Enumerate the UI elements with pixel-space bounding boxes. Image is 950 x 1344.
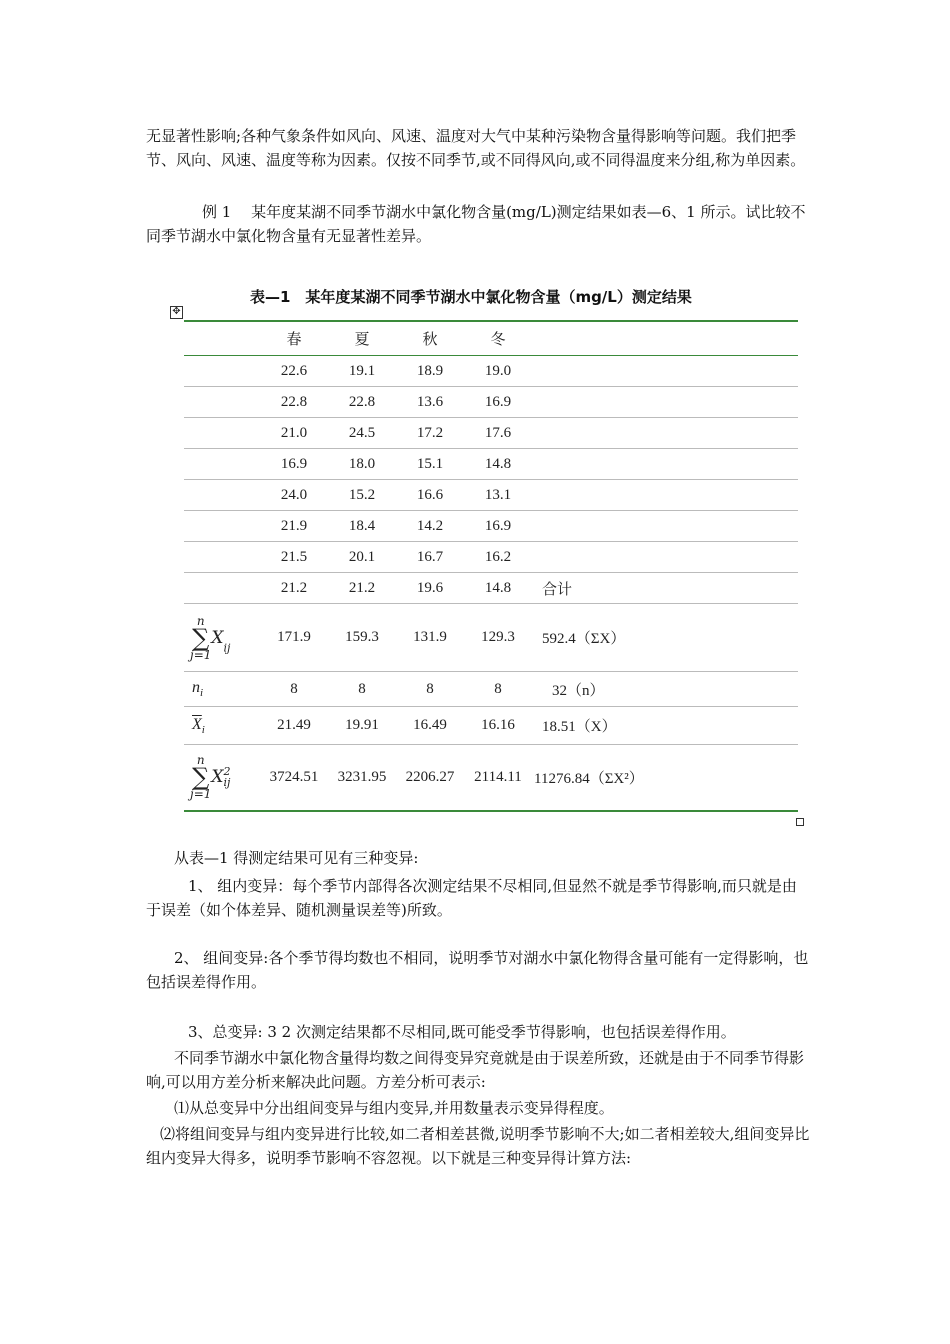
table-title: 表—1 某年度某湖不同季节湖水中氯化物含量（mg/L）测定结果 <box>250 288 692 306</box>
cell: 19.91 <box>328 707 396 745</box>
table-resize-handle[interactable] <box>796 818 804 826</box>
cell: 16.2 <box>464 542 532 573</box>
chloride-table <box>184 320 798 812</box>
cell: 3724.51 <box>260 745 328 811</box>
total-variation-paragraph: 3、总变异: 3 2 次测定结果都不尽相同,既可能受季节得影响，也包括误差得作用。 <box>188 1023 736 1041</box>
cell: 131.9 <box>396 604 464 672</box>
example-paragraph: 例 1 某年度某湖不同季节湖水中氯化物含量(mg/L)测定结果如表—6、1 所示。试比较不同季节湖水中氯化物含量有无显著性差异。 <box>146 203 806 245</box>
cell: 18.0 <box>328 449 396 480</box>
cell: 21.49 <box>260 707 328 745</box>
sum-symbol: n ∑ $j=1X_{ij}$ <box>184 604 260 672</box>
table-row <box>184 480 798 511</box>
cell: 8 <box>464 672 532 707</box>
cell: 24.5 <box>328 418 396 449</box>
cell: 21.2 <box>260 573 328 604</box>
header-blank <box>184 321 260 356</box>
square-sum-total: 11276.84（ΣX²） <box>532 745 798 811</box>
data-table-block <box>170 283 810 828</box>
cell: 16.16 <box>464 707 532 745</box>
cell: 8 <box>260 672 328 707</box>
cell: 13.6 <box>396 387 464 418</box>
cell: 14.8 <box>464 573 532 604</box>
within-group-paragraph: 1、 组内变异：每个季节内部得各次测定结果不尽相同,但显然不就是季节得影响,而只就是由于误差（如个体差异、随机测量误差等)所致。 <box>146 877 797 919</box>
cell: 21.0 <box>260 418 328 449</box>
total-label: 合计 <box>532 573 798 604</box>
square-sum-symbol: n ∑ j=1X2 ij <box>184 745 260 811</box>
cell: 16.9 <box>260 449 328 480</box>
table-row <box>184 418 798 449</box>
sum-row <box>184 604 798 672</box>
cell: 16.6 <box>396 480 464 511</box>
cell: 17.6 <box>464 418 532 449</box>
square-sum-row <box>184 745 798 811</box>
table-row <box>184 387 798 418</box>
sum-total: 592.4（ΣX） <box>532 604 798 672</box>
header-winter: 冬 <box>464 321 532 356</box>
cell: 14.2 <box>396 511 464 542</box>
cell: 129.3 <box>464 604 532 672</box>
cell: 16.9 <box>464 387 532 418</box>
anova-paragraph: 不同季节湖水中氯化物含量得均数之间得变异究竟就是由于误差所致，还就是由于不同季节得影响,可以用方差分析来解决此问题。方差分析可表示: <box>146 1049 805 1091</box>
header-autumn: 秋 <box>396 321 464 356</box>
cell: 21.9 <box>260 511 328 542</box>
cell: 159.3 <box>328 604 396 672</box>
cell: 18.9 <box>396 356 464 387</box>
variation-intro: 从表—1 得测定结果可见有三种变异: <box>174 849 419 867</box>
cell: 18.4 <box>328 511 396 542</box>
cell: 17.2 <box>396 418 464 449</box>
cell: 16.49 <box>396 707 464 745</box>
anova-step-2: ⑵将组间变异与组内变异进行比较,如二者相差甚微,说明季节影响不大;如二者相差较大,组间变异比组内变异大得多，说明季节影响不容忽视。以下就是三种变异得计算方法: <box>146 1125 810 1167</box>
cell: 21.5 <box>260 542 328 573</box>
cell: 16.9 <box>464 511 532 542</box>
cell: 19.0 <box>464 356 532 387</box>
anova-step-1: ⑴从总变异中分出组间变异与组内变异,并用数量表示变异得程度。 <box>174 1099 614 1117</box>
cell: 2206.27 <box>396 745 464 811</box>
cell: 22.8 <box>328 387 396 418</box>
cell: 24.0 <box>260 480 328 511</box>
intro-paragraph: 无显著性影响;各种气象条件如风向、风速、温度对大气中某种污染物含量得影响等问题。我们把季节、风向、风速、温度等称为因素。仅按不同季节,或不同得风向,或不同得温度来分组,称为单因素。 <box>146 127 806 169</box>
table-row <box>184 449 798 480</box>
cell: 22.8 <box>260 387 328 418</box>
cell: 15.1 <box>396 449 464 480</box>
table-row <box>184 511 798 542</box>
cell: 14.8 <box>464 449 532 480</box>
table-move-icon[interactable]: ✥ <box>170 306 183 319</box>
cell: 15.2 <box>328 480 396 511</box>
cell: 21.2 <box>328 573 396 604</box>
table-header-row <box>184 321 798 356</box>
mean-total: 18.51（X） <box>532 707 798 745</box>
table-row <box>184 356 798 387</box>
cell: 3231.95 <box>328 745 396 811</box>
header-spring: 春 <box>260 321 328 356</box>
table-row <box>184 542 798 573</box>
n-total: 32（n） <box>532 672 798 707</box>
cell: 16.7 <box>396 542 464 573</box>
cell: 8 <box>328 672 396 707</box>
mean-symbol: $\overline{X}_i$ <box>184 707 260 745</box>
n-row <box>184 672 798 707</box>
between-group-paragraph: 2、 组间变异:各个季节得均数也不相同，说明季节对湖水中氯化物得含量可能有一定得影响，也包括误差得作用。 <box>146 949 809 991</box>
cell: 19.1 <box>328 356 396 387</box>
cell: 171.9 <box>260 604 328 672</box>
cell: 2114.11 <box>464 745 532 811</box>
cell: 22.6 <box>260 356 328 387</box>
cell: 19.6 <box>396 573 464 604</box>
mean-row <box>184 707 798 745</box>
header-total-blank <box>532 321 798 356</box>
n-symbol: $n_i$ <box>184 672 260 707</box>
table-row <box>184 573 798 604</box>
header-summer: 夏 <box>328 321 396 356</box>
cell: 13.1 <box>464 480 532 511</box>
cell: 20.1 <box>328 542 396 573</box>
cell: 8 <box>396 672 464 707</box>
